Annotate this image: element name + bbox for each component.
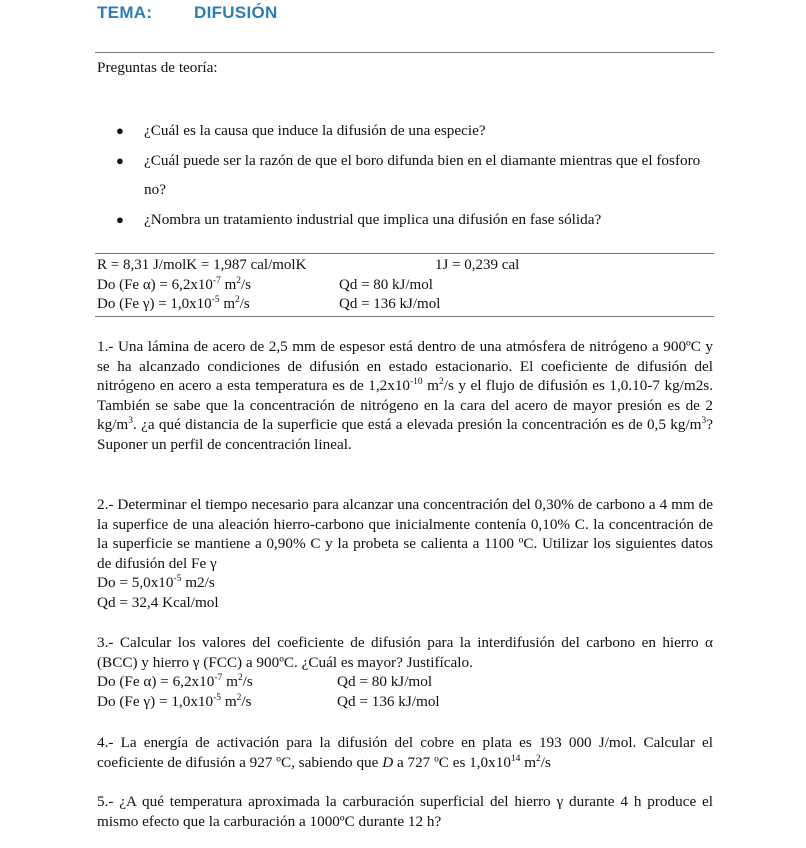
problem-3-qd-gamma: Qd = 136 kJ/mol (337, 692, 440, 710)
unit-exponent: 2 (236, 692, 242, 703)
problem-5 (97, 792, 713, 831)
problem-3-do-gamma-unit: m (221, 692, 237, 710)
problem-4-part: /s (540, 753, 551, 771)
problem-1 (97, 337, 713, 454)
problem-3-do-alpha (97, 672, 253, 692)
problem-2-do-base: Do = 5,0x10 (97, 574, 174, 591)
theory-question-text: ¿Cuál es la causa que induce la difusión de una especie? (144, 122, 486, 139)
do-fe-gamma-exp: -5 (211, 295, 220, 305)
unit-tail: /s (242, 673, 253, 690)
problem-1-exp: 2 (439, 377, 444, 387)
problem-1-exp: -10 (410, 377, 423, 387)
problem-3-text: 3.- Calcular los valores del coeficiente de difusión para la interdifusión del carbono en hierro α (BCC) y hierro γ (FCC) a 900ºC. ¿Cuál es mayor? Justifícalo. (97, 634, 713, 671)
problem-1-part: /s y el flujo de difusión es 1,0.10-7 kg/m2s. También se sabe que la concentración de nitrógeno en la cara del acero de mayor presión es de 2 kg/m (97, 377, 713, 433)
problem-2-do-unit: m2/s (181, 574, 215, 591)
constants-bottom-rule (95, 316, 714, 317)
problem-1-part: ? Suponer un perfil de concentración lineal. (97, 416, 713, 453)
theory-question-text: ¿Cuál puede ser la razón de que el boro difunda bien en el diamante mientras que el fosforo no? (144, 151, 701, 198)
constants-row (97, 256, 713, 276)
do-fe-gamma-base: Do (Fe γ) = 1,0x10 (97, 296, 212, 312)
unit-exponent: 2 (236, 275, 241, 286)
problem-3-do-gamma (97, 692, 252, 712)
problem-1-exp: 3 (128, 416, 133, 426)
constants-top-rule (95, 253, 714, 254)
theory-question (116, 146, 716, 205)
do-fe-alpha-unit: m (220, 276, 237, 293)
problem-2-text: 2.- Determinar el tiempo necesario para alcanzar una concentración del 0,30% de carbono a 4 mm de la superfice de una aleación hierro-carbono que inicialmente contenía 0,10% C. la concentración de la superficie se mantiene a 0,90% C y la probeta se calienta a 1100 ºC. Utilizar los siguientes datos de difusión del Fe γ (97, 496, 713, 572)
problem-4-part: 4.- La energía de activación para la difusión del cobre en plata es 193 000 J/mol. Calcular el coeficiente de difusión a 927 ºC, sabiendo que (97, 734, 713, 771)
problem-5-text: 5.- ¿A qué temperatura aproximada la carburación superficial del hierro γ durante 4 h produce el mismo efecto que la carburación a 1000ºC durante 12 h? (97, 793, 713, 830)
bullet-icon: ● (116, 152, 124, 168)
header-divider (95, 52, 714, 53)
gas-constant: R = 8,31 J/molK = 1,987 cal/molK (97, 257, 307, 273)
bullet-icon: ● (116, 211, 124, 227)
constants-row (97, 295, 713, 315)
qd-fe-gamma: Qd = 136 kJ/mol (339, 296, 441, 312)
do-fe-gamma-unit: m (219, 296, 236, 312)
theory-title: Preguntas de teoría: (97, 59, 218, 76)
problem-4-part: a 727 ºC es 1,0x10 (393, 753, 511, 771)
problem-3 (97, 633, 713, 711)
problem-2-do (97, 573, 713, 593)
bullet-icon: ● (116, 123, 124, 138)
problem-3-do-gamma-exp: -5 (213, 692, 222, 703)
problem-1-exp: 3 (701, 416, 707, 426)
problem-3-do-gamma-base: Do (Fe γ) = 1,0x10 (97, 692, 214, 710)
problem-2 (97, 495, 713, 612)
unit-tail: /s (241, 692, 252, 710)
do-fe-gamma (97, 295, 250, 315)
problem-4 (97, 733, 713, 772)
theory-question (116, 205, 716, 235)
do-fe-alpha-exp: -7 (212, 275, 221, 286)
header-label: TEMA: (97, 3, 153, 22)
do-fe-alpha-base: Do (Fe α) = 6,2x10 (97, 276, 213, 293)
problem-3-row-alpha (97, 672, 713, 692)
problem-3-row-gamma (97, 692, 713, 712)
unit-tail: /s (241, 276, 252, 293)
problem-2-do-exp: -5 (173, 574, 182, 584)
qd-fe-alpha: Qd = 80 kJ/mol (339, 276, 433, 293)
problem-2-do-value (97, 573, 215, 593)
unit-tail: /s (239, 296, 250, 312)
problem-2-qd-value: Qd = 32,4 Kcal/mol (97, 593, 219, 611)
unit-exponent: 2 (237, 673, 243, 683)
theory-question (116, 116, 716, 146)
problem-4-part: m (520, 753, 537, 771)
problem-3-do-alpha-exp: -7 (214, 673, 223, 683)
problem-1-part: . ¿a qué distancia de la superficie que está a elevada presión la concentración es de 0,5 kg/m (132, 416, 702, 433)
header-topic: DIFUSIÓN (194, 3, 278, 22)
problem-2-qd (97, 593, 713, 613)
do-fe-alpha (97, 276, 251, 296)
theory-question-list (116, 116, 716, 234)
problem-4-exp: 14 (510, 753, 521, 764)
problem-3-do-alpha-unit: m (222, 673, 238, 690)
constants-box (97, 256, 713, 315)
problem-1-part: m (422, 377, 439, 394)
problem-1-part: 1.- Una lámina de acero de 2,5 mm de espesor está dentro de una atmósfera de nitrógeno a 900ºC y se ha alcanzado condiciones de difusión en estado estacionario. El coeficiente de difusión del nitrógeno en acero a esta temperatura es de 1,2x10 (97, 338, 713, 394)
joule-conversion: 1J = 0,239 cal (435, 257, 520, 273)
problem-3-do-alpha-base: Do (Fe α) = 6,2x10 (97, 673, 215, 690)
problem-4-exp: 2 (536, 753, 541, 764)
problem-4-text (97, 733, 713, 772)
problem-4-variable: D (382, 753, 394, 771)
unit-exponent: 2 (235, 295, 240, 305)
theory-question-text: ¿Nombra un tratamiento industrial que implica una difusión en fase sólida? (144, 210, 602, 228)
problem-1-text (97, 337, 713, 454)
constants-row (97, 276, 713, 296)
problem-3-qd-alpha: Qd = 80 kJ/mol (337, 673, 433, 690)
